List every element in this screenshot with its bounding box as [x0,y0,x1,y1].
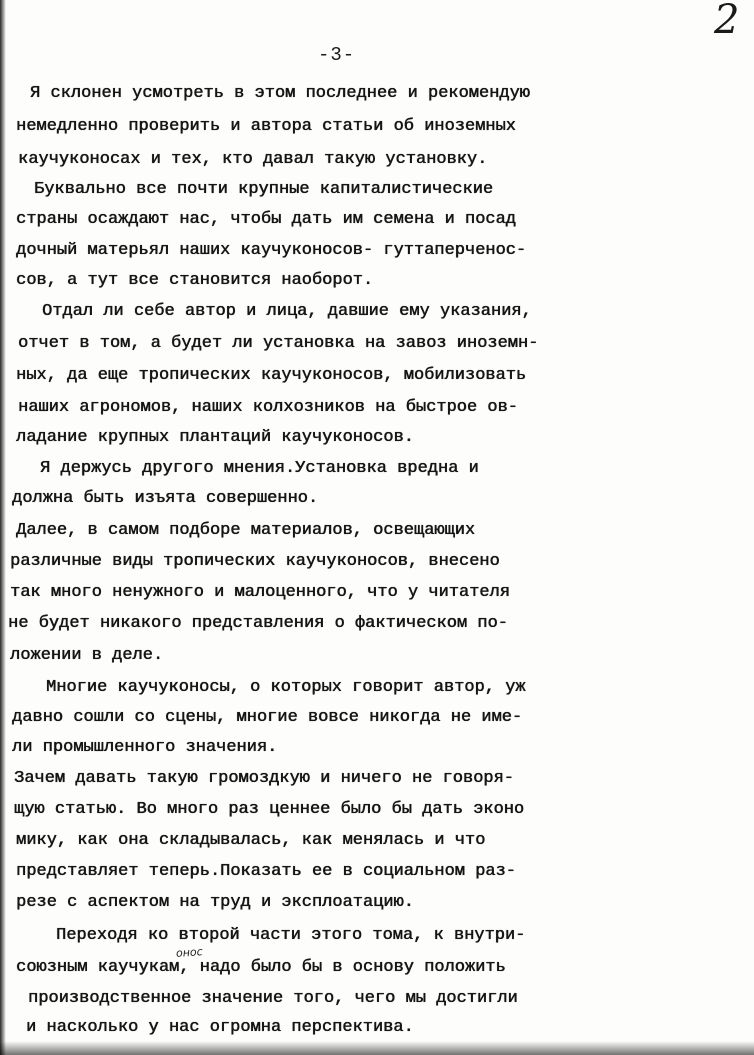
text-line: Зачем давать такую громоздкую и ничего не говоря- [14,769,514,788]
text-line: ладание крупных плантаций каучуконосов. [16,428,414,447]
text-line: Отдал ли себе автор и лица, давшие ему указания, [42,302,532,321]
text-line: каучуконосах и тех, кто давал такую установку. [18,150,488,169]
text-line: дочный матерьял наших каучуконосов- гуттаперченос- [16,241,527,260]
text-line: сов, а тут все становится наоборот. [16,271,374,290]
text-line: Далее, в самом подборе материалов, освещающих [16,521,476,540]
text-line: Буквально все почти крупные капиталистические [34,180,494,199]
scan-bottom-edge [0,1041,754,1055]
text-line: ложении в деле. [10,646,164,665]
page-number: -3- [318,44,356,66]
text-line: представляет теперь.Показать ее в социальном раз- [16,862,516,881]
handwritten-annotation: онос [175,945,204,960]
text-line: различные виды тропических каучуконосов, внесено [10,552,500,571]
text-line: немедленно проверить и автора статьи об иноземных [16,117,516,136]
text-line: отчет в том, а будет ли установка на завоз иноземн- [18,334,539,353]
text-line: должна быть изъята совершенно. [12,489,319,508]
text-line: производственное значение того, чего мы достигли [28,989,518,1008]
text-line: ли промышленного значения. [12,738,278,757]
text-line: Переходя ко второй части этого тома, к внутри- [56,926,526,945]
handwritten-page-mark: 2 [714,0,740,43]
text-line: ных, да еще тропических каучуконосов, мобилизовать [16,366,527,385]
text-line: так много ненужного и малоценного, что у читателя [10,583,510,602]
text-line: щую статью. Во много раз ценнее было бы дать эконо [14,800,525,819]
text-line: давно сошли со сцены, многие вовсе никогда не име- [12,708,523,727]
text-line: Многие каучуконосы, о которых говорит автор, уж [46,678,526,697]
text-line: союзным каучукам, надо было бы в основу положить [16,958,506,977]
text-line: мику, как она складывалась, как менялась и что [16,831,486,850]
scan-left-edge [0,0,6,1055]
text-line: не будет никакого представления о фактическом по- [8,614,508,633]
text-line: Я держусь другого мнения.Установка вредна и [40,459,479,478]
text-line: страны осаждают нас, чтобы дать им семена и посад [16,210,516,229]
text-line: резе с аспектом на труд и эксплоатацию. [16,893,414,912]
text-line: и насколько у нас огромна перспектива. [26,1018,414,1037]
text-line: наших агрономов, наших колхозников на быстрое ов- [18,398,518,417]
text-line: Я склонен усмотреть в этом последнее и рекомендую [30,84,530,103]
